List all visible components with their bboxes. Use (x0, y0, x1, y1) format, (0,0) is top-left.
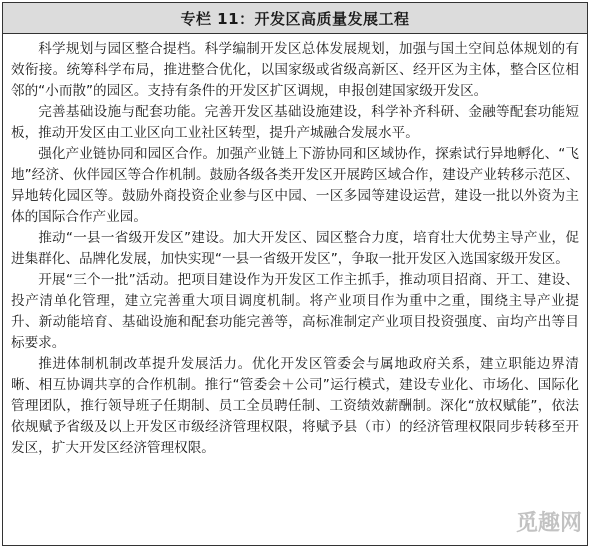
column-content (3, 34, 587, 459)
column-title: 专栏 11：开发区高质量发展工程 (180, 9, 410, 28)
watermark-logo (510, 498, 588, 544)
special-column-box (2, 2, 588, 546)
paragraph-reform: 推进体制机制改革提升发展活力。优化开发区管委会与属地政府关系，建立职能边界清晰、相互协调共享的合作机制。推行“管委会＋公司”运行模式，建设专业化、市场化、国际化管理团队，推行领导班子任期制、员工全员聘任制、工资绩效薪酬制。深化“放权赋能”，依法依规赋予省级及以上开发区市级经济管理权限，将赋予县（市）的经济管理权限同步转移至开发区，扩大开发区经济管理权限。 (11, 356, 579, 456)
column-header (3, 3, 587, 34)
paragraph-infrastructure: 完善基础设施与配套功能。完善开发区基础设施建设，科学补齐科研、金融等配套功能短板，推动开发区由工业区向工业社区转型，提升产城融合发展水平。 (11, 104, 579, 141)
watermark-text: 觅趣网 (515, 510, 582, 536)
paragraph-one-county: 推动“一县一省级开发区”建设。加大开发区、园区整合力度，培育壮大优势主导产业，促进集群化、品牌化发展，加快实现“一县一省级开发区”，争取一批开发区入选国家级开发区。 (11, 230, 579, 267)
paragraph-planning: 科学规划与园区整合提档。科学编制开发区总体发展规划，加强与国土空间总体规划的有效衔接。统筹科学布局，推进整合优化，以国家级或省级高新区、经开区为主体，整合区位相邻的“小而散”的园区。支持有条件的开发区扩区调规，申报创建国家级开发区。 (11, 41, 579, 99)
paragraph-industry-chain: 强化产业链协同和园区合作。加强产业链上下游协同和区域协作，探索试行异地孵化、“飞地”经济、伙伴园区等合作机制。鼓励各级各类开发区开展跨区域合作，建设产业转移示范区、异地转化园区等。鼓励外商投资企业参与区中园、一区多园等建设运营，建设一批以外资为主体的国际合作产业园。 (11, 146, 579, 225)
paragraph-three-batches: 开展“三个一批”活动。把项目建设作为开发区工作主抓手，推动项目招商、开工、建设、投产清单化管理，建立完善重大项目调度机制。将产业项目作为重中之重，围绕主导产业提升、新动能培育、基础设施和配套功能完善等，高标准制定产业项目投资强度、亩均产出等目标要求。 (11, 272, 579, 351)
